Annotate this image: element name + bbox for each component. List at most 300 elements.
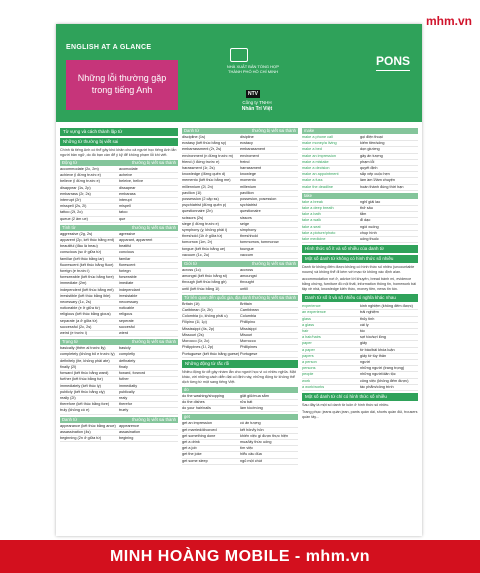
publisher-name bbox=[218, 64, 288, 74]
word-wrong: hiểu câu đùa bbox=[240, 452, 262, 457]
word-wrong: seige bbox=[240, 221, 250, 226]
subsection-title: Danh từ số ít và số nhiều có nghĩa khác nhau bbox=[302, 294, 418, 302]
watermark-text: mhm.vn bbox=[425, 14, 472, 28]
word-wrong: succesful bbox=[119, 324, 135, 329]
word-wrong: possesion, posession bbox=[240, 197, 277, 202]
word-wrong: futher bbox=[119, 377, 129, 382]
word-correct: make a mistake bbox=[302, 159, 329, 164]
word-wrong: giấy bbox=[360, 341, 367, 346]
word-wrong: thủy tinh bbox=[360, 316, 375, 321]
word-wrong: amoungst bbox=[240, 274, 257, 279]
group-header-label: Động từ bbox=[62, 160, 78, 165]
word-wrong: concious bbox=[119, 250, 134, 255]
section-title: Từ vựng và cách thành lập từ bbox=[60, 128, 178, 136]
group-header-label: Tính từ bbox=[62, 224, 76, 230]
word-wrong: rửa bát bbox=[240, 399, 253, 404]
group-header bbox=[182, 261, 298, 267]
word-wrong: basicly bbox=[119, 346, 131, 351]
word-wrong: mua/lấy thức uống bbox=[240, 439, 272, 444]
word-correct: Morocco (1r, 2c) bbox=[182, 339, 210, 344]
word-correct: an experience bbox=[302, 310, 326, 315]
subsection-title: Một số danh từ chỉ có hình thức số nhiều bbox=[302, 393, 418, 401]
word-wrong: cái ly bbox=[360, 322, 369, 327]
word-wrong: wierd bbox=[119, 331, 129, 336]
publisher-line-1: NHÀ XUẤT BẢN TỔNG HỢP bbox=[226, 64, 280, 69]
word-correct: irresistible (kết thúc bằng ible) bbox=[60, 293, 111, 298]
word-correct: a hair/hairs bbox=[302, 335, 321, 340]
word-correct: take a picture/photo bbox=[302, 230, 336, 235]
company-line-2: Nhân Trí Việt bbox=[241, 106, 273, 112]
word-list bbox=[302, 135, 418, 191]
word-wrong: pavillion bbox=[240, 190, 254, 195]
word-correct: get some sleep bbox=[182, 458, 208, 463]
pons-logo: PONS bbox=[375, 54, 410, 68]
publisher-line-2: THÀNH PHỐ HỒ CHÍ MINH bbox=[228, 69, 278, 74]
word-correct: immediate (2m) bbox=[60, 281, 87, 286]
word-correct: do your hair/nails bbox=[182, 406, 211, 411]
word-correct: memento (kết thúc bằng me) bbox=[182, 178, 231, 183]
word-wrong: untill bbox=[240, 286, 248, 291]
word-correct: fluorescent (kết thúc bằng fluor) bbox=[60, 262, 114, 267]
word-wrong: quyết định bbox=[360, 166, 378, 171]
word-correct: definitely (ite, không phải ate) bbox=[60, 358, 110, 363]
word-wrong: Phillipines bbox=[240, 345, 258, 350]
group-header-label-2: thường bị viết sai thành bbox=[252, 261, 296, 267]
word-correct: amongst (kết thúc bằng st) bbox=[182, 274, 227, 279]
section-title: Những động từ rắc rối bbox=[182, 360, 298, 368]
word-correct: familiar (kết thúc bằng iar) bbox=[60, 256, 104, 261]
word-correct: until (kết thúc bằng 1l) bbox=[182, 286, 220, 291]
word-wrong: irresistable bbox=[119, 293, 138, 298]
word-correct: a work/works bbox=[302, 384, 325, 389]
word-wrong: Portugese bbox=[240, 351, 258, 356]
word-wrong: dissapear bbox=[119, 185, 136, 190]
word-correct: queue (2 âm ue) bbox=[60, 216, 88, 221]
group-header-label-2: thường bị viết sai thành bbox=[252, 128, 296, 133]
word-wrong: imediate bbox=[119, 281, 134, 286]
group-header bbox=[182, 128, 298, 134]
word-correct: forward (kết thúc bằng ward) bbox=[60, 371, 109, 376]
group-header bbox=[302, 193, 418, 199]
word-wrong: harrassment bbox=[240, 166, 262, 171]
word-correct: foreseeable (kết thúc bằng fore) bbox=[60, 275, 114, 280]
word-wrong: apparant, apparrent bbox=[119, 238, 153, 243]
word-correct: threshold (1h ở giữa từ) bbox=[182, 234, 223, 239]
subsection-title: Những từ thường bị viết sai bbox=[60, 138, 178, 146]
word-correct: take a break bbox=[302, 199, 323, 204]
word-wrong: người bbox=[360, 360, 371, 365]
word-wrong: kiếm tiền/sống bbox=[360, 141, 385, 146]
word-correct: aggressive (2g, 2s) bbox=[60, 231, 93, 236]
word-correct: make a fuss bbox=[302, 178, 323, 183]
title-line-2: trong tiếng Anh bbox=[91, 85, 153, 95]
group-header bbox=[60, 225, 178, 231]
paragraph: Nhiều động từ dễ gây nhầm lẫn cho người học vì có nhiều nghĩa. Mặt khác, với những cách diễn đạt cố định này, những động từ không thể dịch từng từ một sang tiếng Việt. bbox=[182, 369, 296, 384]
word-correct: independent (kết thúc bằng ent) bbox=[60, 287, 114, 292]
word-wrong: dọn giường bbox=[360, 147, 380, 152]
word-wrong: Columbia bbox=[240, 314, 257, 319]
group-header-label-2: thường bị viết sai thành bbox=[132, 416, 176, 422]
word-correct: siege (i đứng trước e) bbox=[182, 221, 219, 226]
word-correct: persons bbox=[302, 366, 316, 371]
word-wrong: assasination bbox=[119, 429, 141, 434]
word-list bbox=[60, 167, 178, 223]
word-correct: a paper bbox=[302, 347, 315, 352]
word-correct: Caribbean (1r, 2b) bbox=[182, 308, 213, 313]
word-correct: take a bath bbox=[302, 212, 321, 217]
series-title: ENGLISH AT A GLANCE bbox=[66, 44, 152, 51]
group-header bbox=[60, 339, 178, 345]
group-header-label: get bbox=[184, 414, 190, 420]
word-row bbox=[302, 237, 418, 243]
word-correct: embarrass (2r, 2s) bbox=[60, 191, 91, 196]
word-wrong: foriegn bbox=[119, 269, 131, 274]
word-correct: completely (không bỏ e trước ly) bbox=[60, 352, 115, 357]
word-wrong: acheive bbox=[119, 173, 133, 178]
word-wrong: religous bbox=[119, 312, 133, 317]
word-wrong: millenium bbox=[240, 184, 257, 189]
word-correct: possession (2 cặp ss) bbox=[182, 197, 219, 202]
ntv-logo: NTV bbox=[248, 91, 258, 97]
word-correct: misspell (2s, 2l) bbox=[60, 204, 87, 209]
word-correct: finally (2l) bbox=[60, 364, 77, 369]
word-correct: environment (n đứng trước m) bbox=[182, 153, 234, 158]
word-correct: further (kết thúc bằng fur) bbox=[60, 377, 103, 382]
publisher-logo-icon bbox=[230, 48, 248, 62]
word-wrong: ngồi xuống bbox=[360, 224, 379, 229]
word-wrong: appearence bbox=[119, 423, 140, 428]
word-wrong: throught bbox=[240, 280, 254, 285]
word-wrong: threshhold bbox=[240, 234, 258, 239]
word-correct: paper bbox=[302, 341, 312, 346]
word-correct: make a bed bbox=[302, 147, 322, 152]
word-wrong: Morrocco bbox=[240, 339, 256, 344]
word-list bbox=[182, 421, 298, 464]
word-wrong: realy bbox=[119, 395, 128, 400]
word-wrong: foward, forword bbox=[119, 371, 146, 376]
word-wrong: completly bbox=[119, 352, 136, 357]
word-list bbox=[182, 135, 298, 259]
word-wrong: những người (trang trọng) bbox=[360, 366, 405, 371]
word-correct: noticeable (e ở giữa từ) bbox=[60, 306, 100, 311]
word-wrong: Misouri bbox=[240, 332, 253, 337]
word-correct: people bbox=[302, 372, 314, 377]
word-wrong: sắp xếp cuộc hẹn bbox=[360, 172, 390, 177]
word-wrong: que bbox=[119, 216, 126, 221]
group-header-label: Danh từ bbox=[62, 416, 78, 422]
group-header-label-2: thường bị viết sai thành bbox=[132, 339, 176, 345]
word-wrong: embarassment bbox=[240, 147, 266, 152]
word-wrong: momento bbox=[240, 178, 256, 183]
word-correct: weird (e trước i) bbox=[60, 331, 87, 336]
word-correct: accommodate (2c, 2m) bbox=[60, 167, 99, 171]
word-row bbox=[182, 459, 298, 465]
word-correct: Colombia (o, không phải u) bbox=[182, 314, 228, 319]
word-wrong: therefor bbox=[119, 402, 133, 407]
word-wrong: seperate bbox=[119, 318, 134, 323]
word-wrong: kết hôn/ly hôn bbox=[240, 427, 264, 432]
word-correct: make an appointment bbox=[302, 172, 339, 177]
word-correct: a glass bbox=[302, 322, 315, 327]
word-correct: achieve (i đứng trước e) bbox=[60, 173, 101, 178]
word-correct: psychiatrist (đừng quên p) bbox=[182, 203, 227, 208]
column-2 bbox=[182, 126, 298, 465]
company-line-1: Công ty TNHH bbox=[242, 100, 272, 105]
word-correct: appearance (kết thúc bằng ance) bbox=[60, 423, 116, 428]
word-correct: scissors (2s) bbox=[182, 215, 204, 220]
word-wrong: có ấn tượng bbox=[240, 421, 261, 426]
word-wrong: hoàn thành đúng thời hạn bbox=[360, 184, 404, 189]
word-correct: get a job bbox=[182, 446, 197, 451]
word-wrong: Carribbean bbox=[240, 308, 259, 313]
word-correct: beautiful (đầu là beau) bbox=[60, 244, 98, 249]
word-correct: take medicine bbox=[302, 237, 326, 242]
word-correct: friend (i đứng trước e) bbox=[182, 159, 220, 164]
word-wrong: agressive bbox=[119, 231, 136, 236]
word-correct: religious (kết thúc bằng gious) bbox=[60, 312, 111, 317]
word-correct: take a seat bbox=[302, 224, 321, 229]
word-wrong: embarass bbox=[119, 191, 136, 196]
word-correct: truly (không có e) bbox=[60, 408, 90, 413]
word-correct: take a walk bbox=[302, 218, 321, 223]
group-header-label: Từ liên quan đến quốc gia, địa danh bbox=[184, 294, 252, 300]
word-wrong: disipline bbox=[240, 135, 254, 139]
word-wrong: uống thuốc bbox=[360, 237, 379, 242]
word-correct: apparent (2p, kết thúc bằng ent) bbox=[60, 238, 115, 243]
word-correct: tongue (kết thúc bằng ue) bbox=[182, 246, 226, 251]
word-correct: a person bbox=[302, 360, 317, 365]
word-list bbox=[182, 268, 298, 293]
word-wrong: enviroment bbox=[240, 153, 259, 158]
word-correct: make an impression bbox=[302, 153, 336, 158]
word-wrong: publically bbox=[119, 389, 135, 394]
word-wrong: khiến việc gì được thực hiện bbox=[240, 433, 289, 438]
subsection-title: Một số danh từ không có hình thức số nhiều bbox=[302, 255, 418, 263]
word-list bbox=[182, 394, 298, 413]
word-wrong: florescent bbox=[119, 262, 136, 267]
group-header-label: take bbox=[304, 192, 312, 198]
word-correct: hair bbox=[302, 329, 309, 334]
word-correct: do the dishes bbox=[182, 399, 205, 404]
word-correct: tattoo (2t, 2o) bbox=[60, 210, 83, 215]
word-correct: take a deep breath bbox=[302, 206, 334, 211]
word-list bbox=[60, 424, 178, 443]
group-header bbox=[60, 417, 178, 423]
word-wrong: tìm việc bbox=[240, 446, 254, 451]
word-correct: do the washing/shopping bbox=[182, 393, 225, 398]
word-correct: beginning (2n ở giữa từ) bbox=[60, 435, 102, 440]
word-correct: tomorrow (1m, 2r) bbox=[182, 240, 213, 245]
word-correct: necessary (1c, 2s) bbox=[60, 300, 92, 305]
group-header-label-2: thường bị viết sai thành bbox=[252, 294, 296, 300]
word-correct: make the deadline bbox=[302, 184, 334, 189]
word-correct: really (2l) bbox=[60, 395, 76, 400]
word-wrong: sissors bbox=[240, 215, 252, 220]
word-wrong: ecstacy bbox=[240, 141, 253, 146]
group-header-label-2: thường bị viết sai thành bbox=[132, 224, 176, 230]
word-wrong: phạm lỗi bbox=[360, 159, 375, 164]
word-wrong: gọi điện thoại bbox=[360, 135, 383, 139]
word-wrong: interupt bbox=[119, 198, 132, 203]
word-correct: experience bbox=[302, 304, 321, 309]
cover-header bbox=[56, 24, 422, 122]
paragraph: accommodation nơi ở, advice lời khuyên, bread bánh mì, evidence bằng chứng, furniture đồ nội thất, information thông tin, homework bài tập về nhà, knowledge kiến thức, money tiền, news tin tức. bbox=[302, 277, 416, 292]
word-wrong: independant bbox=[119, 287, 140, 292]
group-header-label-2: thường bị viết sai thành bbox=[132, 160, 176, 165]
word-wrong: Missisippi bbox=[240, 326, 257, 331]
word-wrong: công việc (không đếm được) bbox=[360, 378, 409, 383]
word-row bbox=[60, 408, 178, 414]
column-1 bbox=[60, 126, 178, 442]
word-correct: questionnaire (2n) bbox=[182, 209, 213, 214]
word-wrong: begining bbox=[119, 435, 134, 440]
word-row bbox=[182, 287, 298, 293]
word-correct: publicly (kết thúc bằng cly) bbox=[60, 389, 105, 394]
word-correct: get an impression bbox=[182, 421, 212, 426]
word-wrong: simphony bbox=[240, 228, 257, 233]
group-header bbox=[302, 128, 418, 134]
word-wrong: mispell bbox=[119, 204, 131, 209]
group-header-label: Giới từ bbox=[184, 261, 197, 267]
word-correct: Mississippi (4s, 2p) bbox=[182, 326, 215, 331]
word-wrong: những người/dân tộc bbox=[360, 372, 396, 377]
group-header-label: Danh từ bbox=[184, 128, 200, 133]
group-header-label: Trạng từ bbox=[62, 339, 78, 345]
word-wrong: definately bbox=[119, 358, 136, 363]
word-correct: Philippines (1l, 2p) bbox=[182, 345, 214, 350]
word-correct: symphony (y, không phải i) bbox=[182, 228, 228, 233]
group-header bbox=[182, 414, 298, 420]
intro-paragraph: Chính tả tiếng Anh có thể gây khó khăn cho cả người học tiếng Anh lẫn người bản ngữ, do đó bạn cần để ý kỹ để không phạm lỗi khi viết. bbox=[60, 148, 177, 157]
paragraph: Sau đây là một số danh từ luôn ở hình thức số nhiều. bbox=[302, 403, 390, 408]
word-correct: conscious (sc ở giữa từ) bbox=[60, 250, 102, 255]
word-correct: vacuum (1c, 2u) bbox=[182, 252, 210, 257]
word-wrong: tác phẩm/công trình bbox=[360, 384, 394, 389]
word-wrong: tờ báo/bài khóa luận bbox=[360, 347, 395, 352]
word-correct: millennium (2l, 2n) bbox=[182, 184, 214, 189]
word-correct: ecstasy (kết thúc bằng sy) bbox=[182, 141, 227, 146]
word-wrong: beleive, belive bbox=[119, 179, 144, 184]
word-wrong: neccessary bbox=[119, 300, 139, 305]
word-correct: interrupt (2r) bbox=[60, 198, 81, 203]
word-wrong: trải nghiệm bbox=[360, 310, 379, 315]
word-correct: make a decision bbox=[302, 166, 330, 171]
paragraph: Danh từ không đếm được không có hình thức số nhiều (uncountable nouns) và không thể đi kèm với mạo từ không xác định a/an. bbox=[302, 265, 415, 275]
group-header bbox=[60, 160, 178, 166]
word-correct: get married/divorced bbox=[182, 427, 217, 432]
word-wrong: gây ấn tượng bbox=[360, 153, 383, 158]
title-box bbox=[66, 60, 178, 110]
word-list bbox=[302, 304, 418, 391]
word-wrong: Brittain bbox=[240, 301, 252, 306]
word-correct: get the joke bbox=[182, 452, 202, 457]
word-correct: get a drink bbox=[182, 439, 200, 444]
company-name bbox=[222, 100, 292, 112]
word-correct: embarrassment (2r, 2s) bbox=[182, 147, 222, 152]
word-correct: basically (thêm al trước lly) bbox=[60, 346, 106, 351]
word-wrong: giặt giũ/mua sắm bbox=[240, 393, 269, 398]
word-list bbox=[182, 302, 298, 358]
word-wrong: finaly bbox=[119, 364, 128, 369]
word-row bbox=[60, 217, 178, 223]
word-wrong: chụp hình bbox=[360, 230, 377, 235]
word-wrong: truely bbox=[119, 408, 129, 413]
word-wrong: tắm bbox=[360, 212, 367, 217]
word-correct: work bbox=[302, 378, 311, 383]
word-correct: immediately (kết thúc ly) bbox=[60, 383, 101, 388]
word-wrong: làm tóc/móng bbox=[240, 406, 263, 411]
word-wrong: sợi tóc/sợi lông bbox=[360, 335, 386, 340]
word-wrong: sychiatrist bbox=[240, 203, 257, 208]
word-correct: Portuguese (kết thúc bằng guese) bbox=[182, 351, 240, 356]
word-correct: papers bbox=[302, 353, 314, 358]
group-header bbox=[182, 387, 298, 393]
word-wrong: tóc bbox=[360, 329, 366, 334]
word-row bbox=[60, 436, 178, 442]
word-correct: Missouri (2s) bbox=[182, 332, 204, 337]
word-wrong: Phillipino bbox=[240, 320, 256, 325]
column-3 bbox=[302, 126, 418, 422]
word-correct: disappear (1s, 2p) bbox=[60, 185, 91, 190]
word-wrong: noticable bbox=[119, 306, 135, 311]
word-wrong: forseeable bbox=[119, 275, 137, 280]
footer-text: MINH HOÀNG MOBILE - mhm.vn bbox=[109, 547, 371, 565]
word-correct: foreign (e trước i) bbox=[60, 269, 90, 274]
word-wrong: accross bbox=[240, 268, 254, 273]
title-line-1: Những lỗi thường gặp bbox=[77, 73, 167, 83]
word-row bbox=[182, 352, 298, 358]
word-correct: make money/a living bbox=[302, 141, 337, 146]
word-wrong: beatiful bbox=[119, 244, 132, 249]
poster-content bbox=[56, 122, 422, 536]
word-correct: get something done bbox=[182, 433, 216, 438]
word-correct: assassination (4s) bbox=[60, 429, 91, 434]
word-correct: Britain (1t) bbox=[182, 301, 200, 306]
word-row bbox=[60, 331, 178, 337]
section-title: Hình thức số ít và số nhiều của danh từ bbox=[302, 245, 418, 253]
word-wrong: thở sâu bbox=[360, 206, 373, 211]
word-wrong: questionaire bbox=[240, 209, 261, 214]
word-wrong: đi dạo bbox=[360, 218, 371, 223]
word-wrong: immediatly bbox=[119, 383, 138, 388]
word-list bbox=[60, 346, 178, 414]
word-correct: knowledge (đừng quên d) bbox=[182, 172, 226, 177]
product-image bbox=[56, 24, 422, 536]
word-wrong: toungue bbox=[240, 246, 254, 251]
paragraph: Trang phục: jeans quần jean, pants quần dài, shorts quần đùi, trousers quần tây... bbox=[302, 410, 418, 420]
word-correct: separate (a ở giữa từ) bbox=[60, 318, 98, 323]
word-row bbox=[302, 385, 418, 391]
word-wrong: nghỉ giải lao bbox=[360, 199, 381, 204]
group-header bbox=[182, 295, 298, 301]
word-wrong: làm ầm ĩ/làm chuyện bbox=[360, 178, 396, 183]
word-row bbox=[182, 253, 298, 259]
word-list bbox=[302, 200, 418, 243]
word-correct: across (1c) bbox=[182, 268, 201, 273]
word-correct: discipline (1s) bbox=[182, 135, 206, 139]
word-correct: therefore (kết thúc bằng fore) bbox=[60, 402, 110, 407]
word-wrong: kinh nghiệm (không đếm được) bbox=[360, 304, 413, 309]
word-wrong: giấy tờ tùy thân bbox=[360, 353, 387, 358]
footer-banner bbox=[0, 540, 480, 573]
word-wrong: freind bbox=[240, 159, 250, 164]
word-wrong: acomodate bbox=[119, 167, 138, 171]
word-wrong: vaccum bbox=[240, 252, 254, 257]
word-wrong: tommorrow, tommorow bbox=[240, 240, 279, 245]
word-row bbox=[302, 185, 418, 191]
group-header-label: do bbox=[184, 386, 189, 392]
word-correct: make a phone call bbox=[302, 135, 333, 139]
